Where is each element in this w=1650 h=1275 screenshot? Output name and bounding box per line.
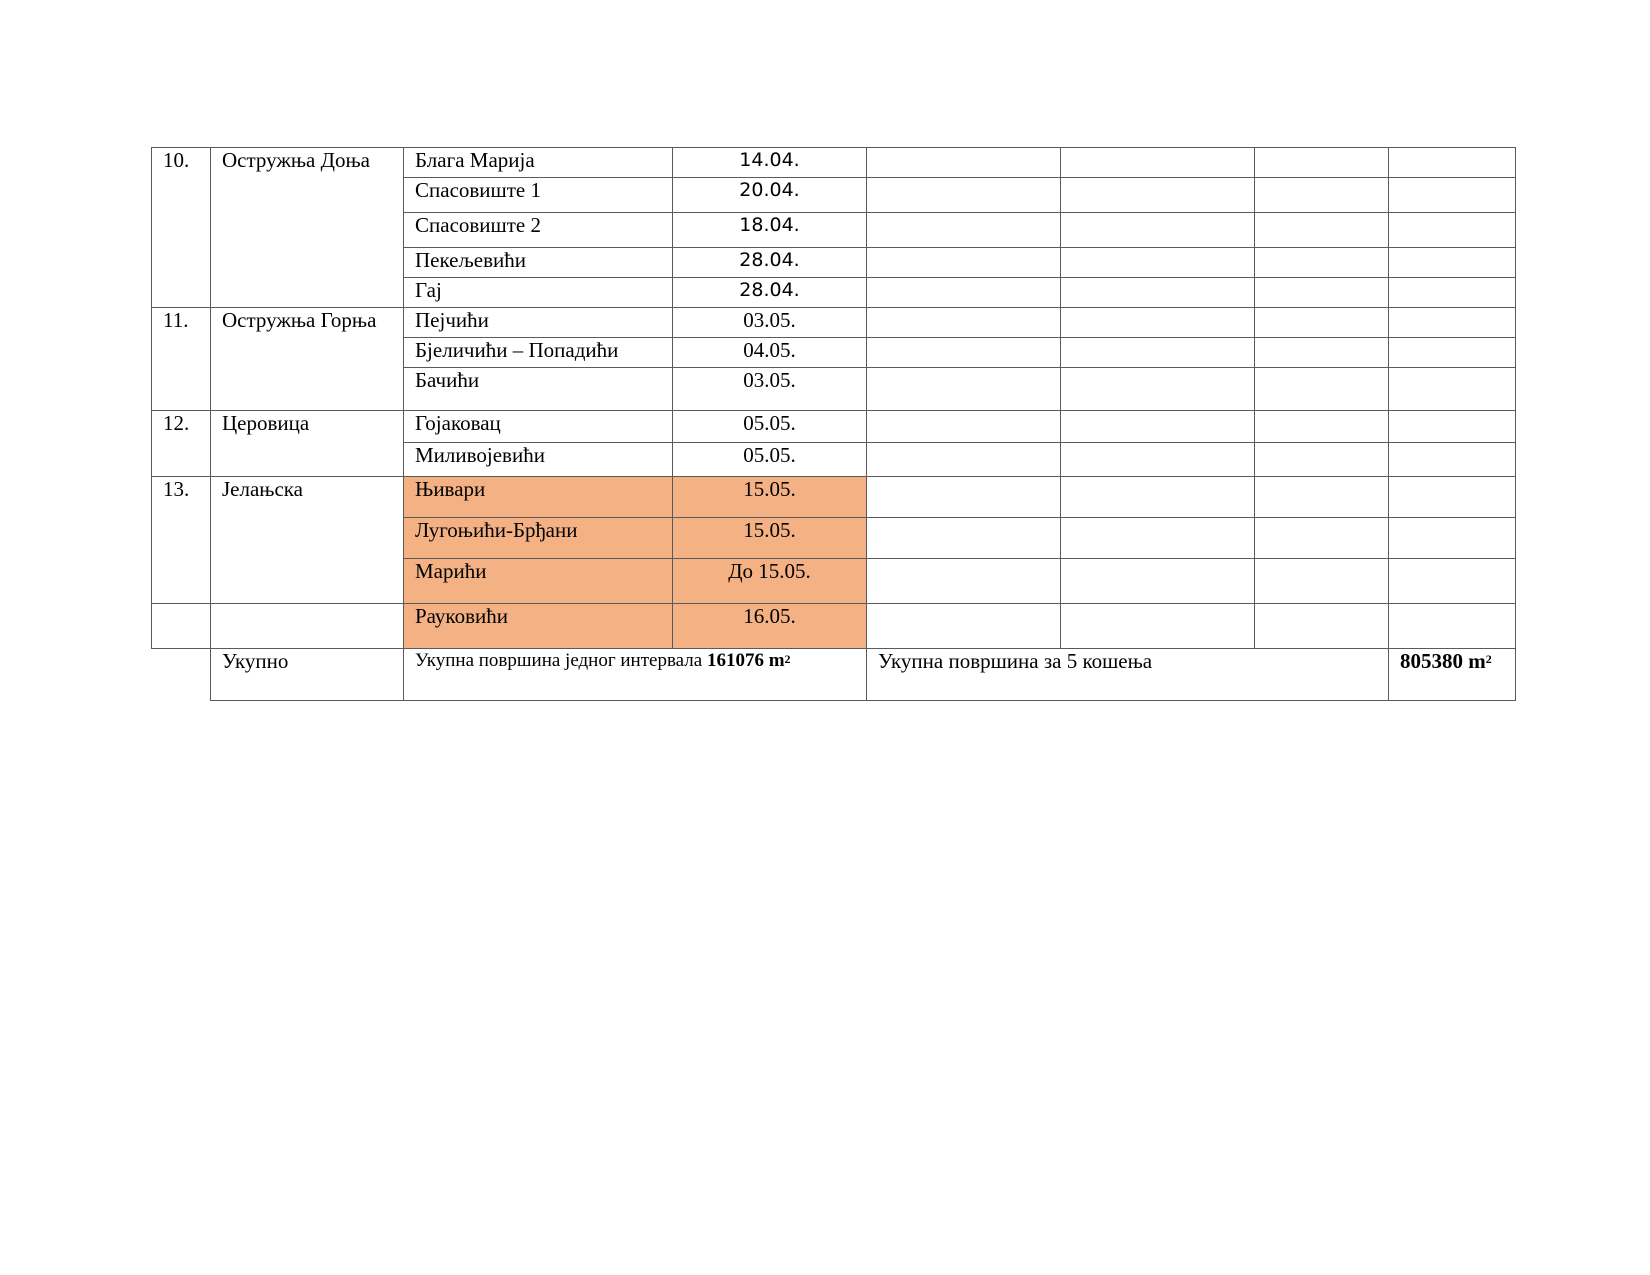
empty-cell: [1061, 604, 1255, 649]
empty-cell: [1061, 443, 1255, 477]
place-name: Спасовиште 1: [404, 178, 673, 213]
empty-cell: [1389, 411, 1516, 443]
empty-cell: [1255, 248, 1389, 278]
empty-cell: [1389, 178, 1516, 213]
empty-cell: [1389, 278, 1516, 308]
empty-cell: [1255, 148, 1389, 178]
date-cell: 05.05.: [673, 443, 867, 477]
empty-cell: [1061, 518, 1255, 559]
empty-cell: [867, 278, 1061, 308]
empty-cell: [1389, 338, 1516, 368]
place-name: Пејчићи: [404, 308, 673, 338]
area-name: Остружња Доња: [211, 148, 404, 308]
empty-cell: [1389, 604, 1516, 649]
empty-cell: [867, 559, 1061, 604]
empty-cell: [1255, 411, 1389, 443]
empty-cell: [867, 148, 1061, 178]
empty-cell: [1255, 443, 1389, 477]
schedule-table: [151, 147, 1516, 701]
empty-cell: [1255, 368, 1389, 411]
mowings-total-value: 805380 $m^2$: [1389, 649, 1516, 701]
place-name: Гојаковац: [404, 411, 673, 443]
empty-cell: [1061, 411, 1255, 443]
empty-cell: [1255, 178, 1389, 213]
empty-cell: [1389, 148, 1516, 178]
empty-cell: [1255, 604, 1389, 649]
area-name: Јелањска: [211, 477, 404, 604]
totals-row: [152, 649, 1516, 701]
empty-cell: [1255, 308, 1389, 338]
empty-cell: [1389, 368, 1516, 411]
empty-cell: [1061, 278, 1255, 308]
date-cell: 16.05.: [673, 604, 867, 649]
place-name: Рауковићи: [404, 604, 673, 649]
empty-cell: [1061, 477, 1255, 518]
date-cell: 28.04.: [673, 278, 867, 308]
empty-cell: [1255, 338, 1389, 368]
totals-label: Укупно: [211, 649, 404, 701]
empty-cell: [1389, 308, 1516, 338]
date-cell: 15.05.: [673, 518, 867, 559]
empty-cell: [867, 248, 1061, 278]
place-name: Бачићи: [404, 368, 673, 411]
empty-cell: [1389, 477, 1516, 518]
empty-cell: [867, 213, 1061, 248]
interval-total: [404, 649, 867, 701]
empty-cell: [1389, 248, 1516, 278]
table-row: [152, 604, 1516, 649]
empty-cell: [1389, 213, 1516, 248]
date-cell: 20.04.: [673, 178, 867, 213]
empty-cell: [867, 308, 1061, 338]
date-cell: 03.05.: [673, 308, 867, 338]
empty-cell: [867, 604, 1061, 649]
interval-text: Укупна површина једног интервала: [415, 650, 703, 671]
empty-cell: [1389, 559, 1516, 604]
place-name: Блага Марија: [404, 148, 673, 178]
row-number: [152, 604, 211, 649]
empty-cell: [1061, 368, 1255, 411]
row-number: 13.: [152, 477, 211, 604]
empty-cell: [1255, 213, 1389, 248]
table-row: [152, 148, 1516, 178]
interval-value: 161076 $m^2$: [706, 650, 791, 671]
empty-cell: [1061, 148, 1255, 178]
place-name: Бјеличићи – Попадићи: [404, 338, 673, 368]
date-cell: 15.05.: [673, 477, 867, 518]
place-name: Лугоњићи-Брђани: [404, 518, 673, 559]
area-name: Церовица: [211, 411, 404, 477]
empty-cell: [867, 477, 1061, 518]
empty-cell: [867, 338, 1061, 368]
unit-superscript: 2: [784, 652, 791, 666]
unit-superscript: 2: [1485, 652, 1492, 666]
place-name: Гај: [404, 278, 673, 308]
empty-cell: [867, 518, 1061, 559]
empty-cell: [1061, 338, 1255, 368]
place-name: Марићи: [404, 559, 673, 604]
place-name: Пекељевићи: [404, 248, 673, 278]
empty-cell: [1255, 559, 1389, 604]
empty-cell: [1389, 443, 1516, 477]
empty-cell: [867, 411, 1061, 443]
area-name: Остружња Горња: [211, 308, 404, 411]
row-number: 12.: [152, 411, 211, 477]
place-name: Спасовиште 2: [404, 213, 673, 248]
table-row: [152, 477, 1516, 518]
area-name: [211, 604, 404, 649]
row-number: 11.: [152, 308, 211, 411]
table-row: [152, 411, 1516, 443]
date-cell: До 15.05.: [673, 559, 867, 604]
date-cell: 28.04.: [673, 248, 867, 278]
empty-cell: [867, 178, 1061, 213]
date-cell: 18.04.: [673, 213, 867, 248]
empty-cell: [152, 649, 211, 701]
empty-cell: [1061, 308, 1255, 338]
row-number: 10.: [152, 148, 211, 308]
empty-cell: [1061, 213, 1255, 248]
empty-cell: [1389, 518, 1516, 559]
table-row: [152, 308, 1516, 338]
empty-cell: [1255, 477, 1389, 518]
empty-cell: [1255, 518, 1389, 559]
empty-cell: [1061, 248, 1255, 278]
empty-cell: [1061, 559, 1255, 604]
empty-cell: [867, 368, 1061, 411]
empty-cell: [1255, 278, 1389, 308]
date-cell: 04.05.: [673, 338, 867, 368]
date-cell: 14.04.: [673, 148, 867, 178]
place-name: Миливојевићи: [404, 443, 673, 477]
place-name: Њивари: [404, 477, 673, 518]
empty-cell: [1061, 178, 1255, 213]
date-cell: 03.05.: [673, 368, 867, 411]
date-cell: 05.05.: [673, 411, 867, 443]
empty-cell: [867, 443, 1061, 477]
mowings-total-label: Укупна површина за 5 кошења: [867, 649, 1389, 701]
